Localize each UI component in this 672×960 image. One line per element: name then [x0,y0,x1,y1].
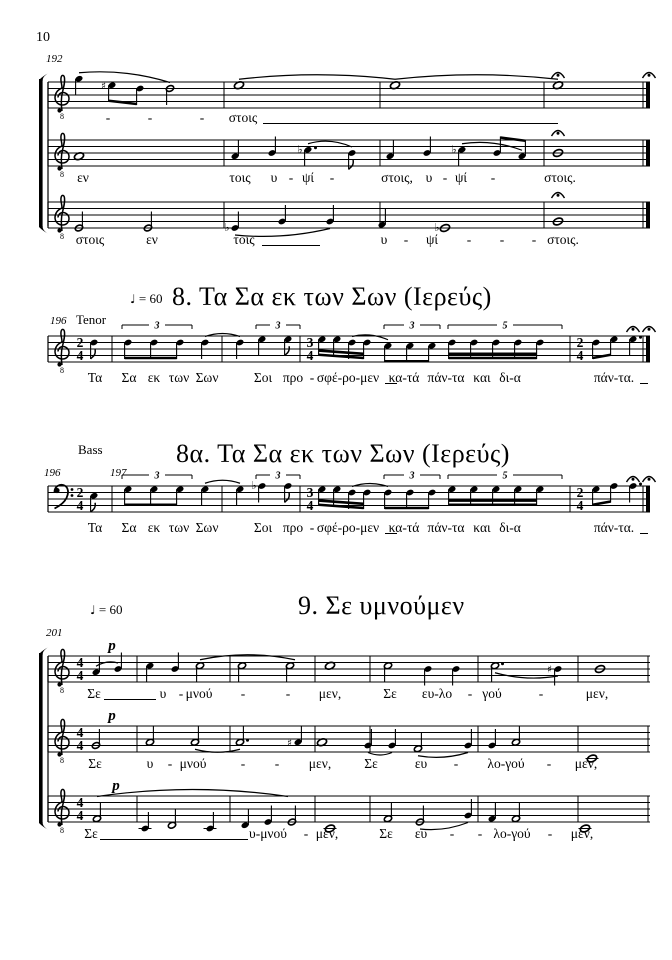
svg-text:4: 4 [76,668,84,683]
lyric-syllable: - [240,686,246,701]
lyric-syllable: - [309,370,315,385]
lyric-syllable: υ-μνού [249,826,287,841]
lyric-syllable: - [178,686,184,701]
lyric-syllable: Σων [195,370,219,385]
measure-number-196-tenor: 196 [50,315,67,327]
lyric-syllable: υ [159,686,167,701]
svg-text:p: p [112,778,120,794]
lyric-syllable: πάν-τα [427,520,465,535]
svg-text:8: 8 [60,170,64,179]
tempo-value: = 60 [98,602,123,617]
lyric-syllable: - [499,232,505,247]
lyric-syllable: - [309,520,315,535]
measure-number-196-bass: 196 [44,467,61,479]
svg-text:8: 8 [60,366,64,375]
lyric-syllable: Σα [121,370,137,385]
lyric-syllable: Σων [195,520,219,535]
lyric-syllable: μεν, [570,826,594,841]
lyric-syllable: ευ [414,826,428,841]
svg-text:♭: ♭ [434,221,440,234]
svg-text:♯: ♯ [547,664,552,676]
lyric-syllable: - [466,232,472,247]
lyric-syllable: των [168,370,190,385]
lyric-syllable: - [329,170,335,185]
measure-number-201: 201 [46,627,63,639]
lyric-syllable: των [168,520,190,535]
lyric-syllable: μνού [179,756,207,771]
lyric-syllable: Σε [87,686,101,701]
lyrics-row-tenor [0,370,672,388]
lyric-syllable: λο-γού [493,826,531,841]
lyric-syllable: - [477,826,483,841]
svg-text:5: 5 [502,320,508,332]
lyric-syllable: Τα [87,520,103,535]
svg-text:♭: ♭ [224,221,230,234]
lyrics-row-bass [0,520,672,538]
lyric-syllable: - [490,170,496,185]
lyric-syllable: και [473,520,491,535]
page-number: 10 [36,30,50,45]
lyric-syllable: υ [425,170,433,185]
svg-text:3: 3 [306,484,314,500]
svg-text:4: 4 [76,738,84,753]
lyric-syllable: μνού [185,686,213,701]
staff-bass-section8a [0,468,672,526]
lyric-syllable: πάν-τα. [593,520,635,535]
lyric-syllable: εκ [147,520,161,535]
lyric-syllable: Σοι [253,520,273,535]
lyric-extender [640,382,648,384]
lyric-syllable: - [199,110,205,125]
lyric-syllable: ψί [301,170,315,185]
section8a-title: 8α. Τα Σα εκ των Σων (Ιερεύς) [176,439,510,468]
lyric-syllable: πάν-τα. [593,370,635,385]
voice-label-bass: Bass [78,442,103,457]
lyric-syllable: - [167,756,173,771]
svg-text:p: p [108,708,116,724]
lyric-syllable: Σε [379,826,393,841]
lyric-extender [104,698,156,700]
lyric-syllable: - [449,826,455,841]
lyric-extender [262,244,320,246]
svg-text:p: p [108,638,116,654]
lyric-syllable: μεν, [318,686,342,701]
lyric-syllable: στοις [228,110,258,125]
lyric-syllable: εκ [147,370,161,385]
lyric-syllable: στοις, [381,170,413,185]
lyrics-row-voice2-section9 [0,756,672,774]
lyric-syllable: Τα [87,370,103,385]
lyric-syllable: στοις [75,232,105,247]
svg-text:3: 3 [275,320,281,332]
lyric-syllable: υ [270,170,278,185]
svg-text:♭: ♭ [297,142,303,156]
voice-label-tenor: Tenor [76,312,107,327]
svg-text:4: 4 [76,808,84,823]
lyric-syllable: γού [482,686,502,701]
svg-text:8: 8 [60,232,64,241]
lyric-syllable: - [467,686,473,701]
svg-text:2: 2 [576,484,584,500]
lyric-syllable: δι-α [499,370,521,385]
svg-text:3: 3 [409,320,415,332]
svg-text:♯: ♯ [287,737,292,749]
lyric-syllable: κα-τά [388,520,420,535]
quarter-note-glyph: ♩ [90,603,96,617]
lyric-syllable: Σε [84,826,98,841]
lyric-syllable: κα-τά [388,370,420,385]
lyrics-row-voice3-system1 [0,232,672,250]
lyric-syllable: μεν, [574,756,598,771]
section8-title: 8. Τα Σα εκ των Σων (Ιερεύς) [172,282,492,311]
svg-text:8: 8 [60,756,64,765]
lyric-extender [100,838,248,840]
lyric-syllable: μεν, [315,826,339,841]
lyric-syllable: τοις [229,170,251,185]
svg-text:2: 2 [76,484,84,500]
lyric-syllable: ευ-λο [421,686,453,701]
lyric-syllable: - [285,686,291,701]
svg-text:4: 4 [306,498,314,513]
lyric-syllable: πάν-τα [427,370,465,385]
lyric-syllable: - [442,170,448,185]
lyric-syllable: μεν, [585,686,609,701]
staff-tenor-section8 [0,318,672,376]
lyric-syllable: Σε [383,686,397,701]
svg-text:8: 8 [60,112,64,121]
svg-text:4: 4 [76,724,84,740]
svg-text:3: 3 [306,334,314,350]
lyric-syllable: - [147,110,153,125]
quarter-note-glyph: ♩ [130,292,136,306]
lyric-syllable: - [546,756,552,771]
lyric-syllable: - [453,756,459,771]
svg-text:♯: ♯ [101,80,106,92]
lyric-syllable: τοις [233,232,255,247]
section9-title: 9. Σε υμνούμεν [298,591,465,620]
lyric-syllable: Σα [121,520,137,535]
svg-text:4: 4 [76,794,84,810]
lyric-syllable: - [274,756,280,771]
svg-text:3: 3 [409,470,415,482]
svg-text:2: 2 [76,334,84,350]
lyric-syllable: ψί [454,170,468,185]
lyric-syllable: σφέ-ρο-μεν [316,520,380,535]
lyric-syllable: Σε [364,756,378,771]
lyric-syllable: - [538,686,544,701]
measure-number-192: 192 [46,53,63,65]
svg-text:♭: ♭ [451,142,457,156]
lyric-extender [640,532,648,534]
lyric-syllable: - [531,232,537,247]
lyrics-row-voice3-section9 [0,826,672,844]
svg-text:♭: ♭ [251,479,257,492]
lyric-syllable: Σοι [253,370,273,385]
lyric-syllable: στοις. [544,170,576,185]
lyric-syllable: δι-α [499,520,521,535]
lyric-syllable: - [240,756,246,771]
lyric-syllable: υ [380,232,388,247]
svg-text:3: 3 [275,470,281,482]
svg-text:3: 3 [154,470,160,482]
lyric-syllable: στοις. [547,232,579,247]
svg-text:4: 4 [576,348,584,363]
svg-text:4: 4 [76,654,84,670]
svg-text:4: 4 [576,498,584,513]
svg-text:2: 2 [576,334,584,350]
tempo-marking-section9 [90,602,123,618]
lyric-syllable: - [403,232,409,247]
svg-text:5: 5 [502,470,508,482]
svg-text:4: 4 [76,498,84,513]
tempo-value: = 60 [138,291,163,306]
lyric-syllable: μεν, [308,756,332,771]
svg-text:4: 4 [306,348,314,363]
lyric-syllable: σφέ-ρο-μεν [316,370,380,385]
svg-text:8: 8 [60,826,64,835]
lyric-syllable: ευ [414,756,428,771]
svg-text:3: 3 [154,320,160,332]
lyric-syllable: - [288,170,294,185]
svg-text:8: 8 [60,686,64,695]
lyric-syllable: - [547,826,553,841]
lyric-syllable: και [473,370,491,385]
measure-number-197-bass: 197 [110,467,127,479]
lyric-syllable: - [303,826,309,841]
lyric-syllable: λο-γού [487,756,525,771]
lyric-syllable: - [105,110,111,125]
lyric-syllable: Σε [88,756,102,771]
lyric-syllable: υ [146,756,154,771]
lyric-syllable: εν [146,232,158,247]
lyric-syllable: προ [282,520,304,535]
lyrics-row-voice1-section9 [0,686,672,704]
lyric-syllable: εν [77,170,89,185]
lyric-syllable: προ [282,370,304,385]
tempo-marking-section8 [130,291,163,307]
lyric-syllable: ψί [425,232,439,247]
svg-text:4: 4 [76,348,84,363]
